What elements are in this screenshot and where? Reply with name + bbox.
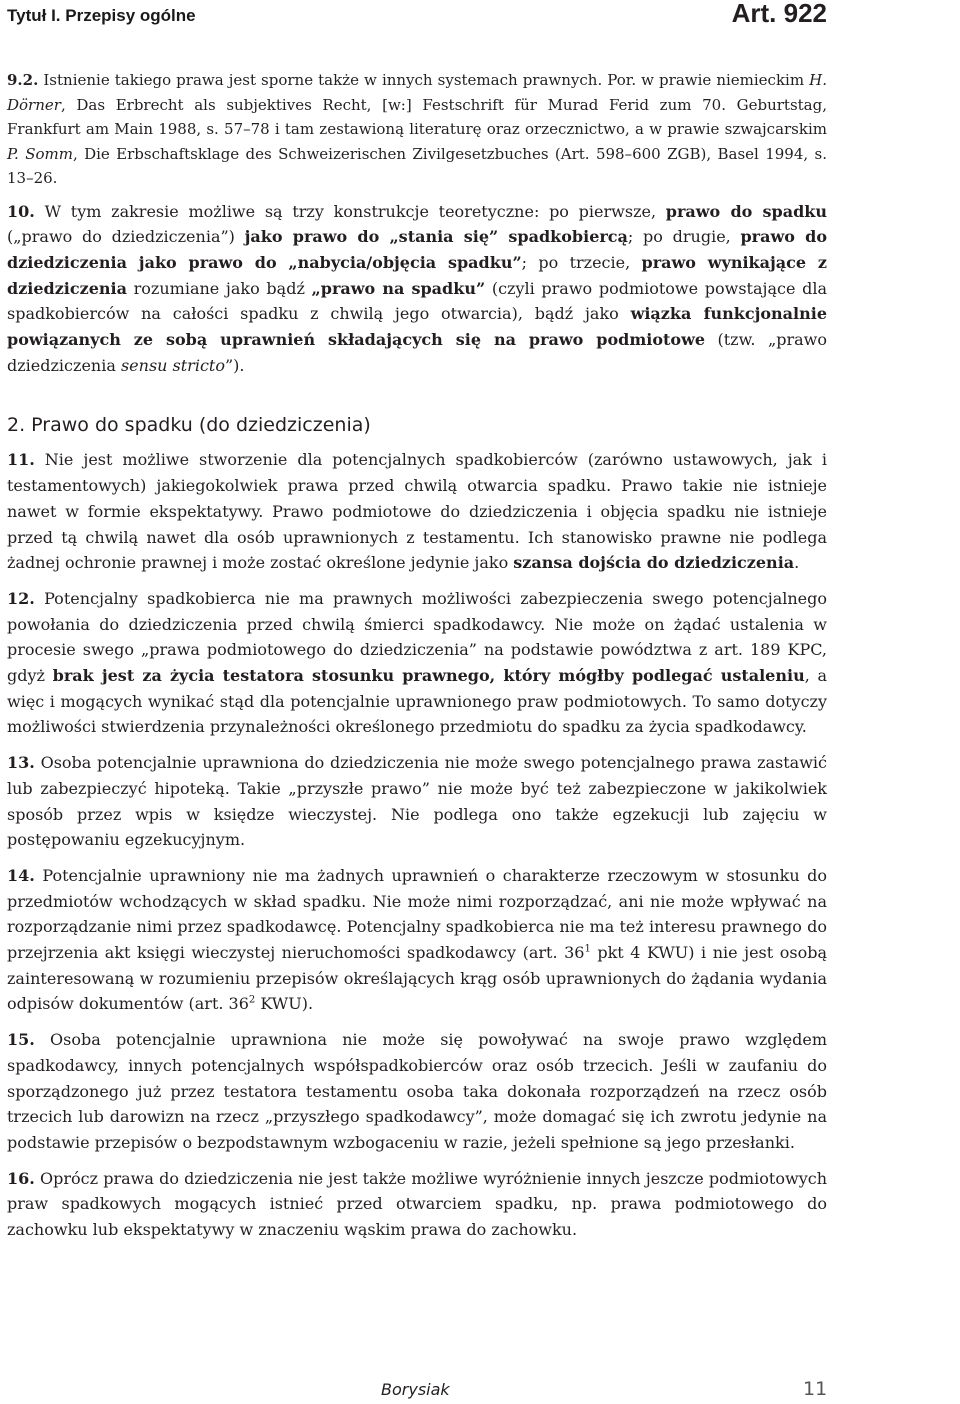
paragraph-text: (czyli prawo podmiotowe powstające dla spadkobierców na całości spadku z chwilą jego otwarcia), bądź jako [7,278,827,324]
paragraph-number: 10. [7,201,35,221]
page-number: 11 [803,1378,828,1400]
paragraph-text: („prawo do dziedziczenia”) [7,227,245,247]
paragraph-11 [7,447,827,576]
section-heading: 2. Prawo do spadku (do dziedziczenia) [7,414,371,437]
footer-author: Borysiak [381,1380,450,1399]
paragraph-text: , a więc i mogących wynikać stąd dla potencjalnie uprawnionego praw podmiotowych. To samo dotyczy możliwości stwierdzenia przynależności określonego przedmiotu do spadku za życia spadkodawcy. [7,666,828,737]
paragraph-number: 15. [7,1030,35,1050]
paragraph-12 [7,586,827,740]
bold-term: prawo do spadku [665,201,828,221]
paragraph-text: ; po drugie, [627,227,741,247]
paragraph-text: Osoba potencjalnie uprawniona do dziedziczenia nie może swego potencjalnego prawa zastawić lub zabezpieczyć hipoteką. Takie „przyszłe prawo” nie może być też zabezpieczone w jakikolwiek sposób przez wpis w księdze wieczystej. Nie podlega ono także egzekucji lub zajęciu w postępowaniu egzekucyjnym. [7,753,827,850]
paragraph-10 [7,199,827,379]
paragraph-text: ; po trzecie, [521,252,642,272]
paragraph-text: rozumiane jako bądź [126,278,312,298]
paragraph-text: Oprócz prawa do dziedziczenia nie jest także możliwe wyróżnienie innych jeszcze podmiotowych praw spadkowych mogących istnieć przed otwarciem spadku, np. prawa podmiotowego do zachowku lub ekspektatywy w znaczeniu wąskim prawa do zachowku. [7,1168,827,1240]
paragraph-16 [7,1166,827,1243]
paragraph-text: , Das Erbrecht als subjektives Recht, [w:] Festschrift für Murad Ferid zum 70. Geburtstag, Frankfurt am Main 1988, s. 57–78 i tam zestawioną literaturę oraz orzecznictwo, a w prawie szwajcarskim [7,95,827,138]
paragraph-text: (tzw. „prawo dziedziczenia [7,330,827,375]
article-number: Art. 922 [731,0,827,28]
bold-term: jako prawo do „stania się” spadkobiercą [244,227,628,247]
paragraph-number: 9.2. [7,71,39,89]
page-footer [0,1378,960,1402]
superscript: 1 [584,943,591,955]
author-name: P. Somm [7,144,73,163]
paragraph-text: Osoba potencjalnie uprawniona nie może się powoływać na swoje prawo względem spadkodawcy, innych potencjalnych współspadkobierców oraz osób trzecich. Jeśli w zaufaniu do sporządzonego już przez testatora testamentu osoba taka dokonała rozporządzeń na rzecz osób trzecich lub darowizn na rzecz „przyszłego spadkodawcy”, może domagać się ich zwrotu jedynie na podstawie przepisów o bezpodstawnym wzbogaceniu w razie, jeżeli spełnione są jego przesłanki. [7,1030,827,1152]
paragraph-text: Istnienie takiego prawa jest sporne także w innych systemach prawnych. Por. w prawie niemieckim [38,71,810,89]
document-body [7,68,827,1253]
bold-term: wiązka funkcjonalnie powiązanych ze sobą uprawnień składających się na prawo podmiotowe [7,304,828,350]
paragraph-text: ”). [224,355,245,375]
bold-term: „prawo na spadku” [311,278,486,298]
bold-term: szansa dojścia do dziedziczenia [513,553,795,573]
paragraph-14 [7,863,827,1017]
paragraph-text: pkt 4 KWU) i nie jest osobą zainteresowaną w rozumieniu przepisów określających krąg osób uprawnionych do żądania wydania odpisów dokumentów (art. 36 [7,943,827,1014]
paragraph-text: . [794,553,800,573]
bold-term: brak jest za życia testatora stosunku prawnego, który mógłby podlegać ustaleniu [52,666,805,686]
italic-term: sensu stricto [120,355,225,375]
paragraph-number: 14. [7,865,35,885]
paragraph-text: Potencjalny spadkobierca nie ma prawnych możliwości zabezpieczenia swego potencjalnego powołania do dziedziczenia przed chwilą śmierci spadkodawcy. Nie może on żądać ustalenia w procesie swego „prawa podmiotowego do dziedziczenia” na podstawie powództwa z art. 189 KPC, gdyż [7,588,827,686]
paragraph-text: Nie jest możliwe stworzenie dla potencjalnych spadkobierców (zarówno ustawowych, jak i testamentowych) jakiegokolwiek prawa przed chwilą otwarcia spadku. Prawo takie nie istnieje nawet w formie ekspektatywy. Prawo podmiotowe do dziedziczenia i objęcia spadku nie istnieje przed tą chwilą nawet dla osób uprawnionych z testamentu. Ich stanowisko prawne nie podlega żadnej ochronie prawnej i może zostać określone jedynie jako [7,450,827,573]
paragraph-9-2 [7,68,827,191]
paragraph-text: , Die Erbschaftsklage des Schweizerischen Zivilgesetzbuches (Art. 598–600 ZGB), Basel 1994, s. 13–26. [7,144,827,187]
bold-term: prawo do dziedziczenia jako prawo do „nabycia/objęcia spadku” [7,227,827,272]
bold-term: prawo wynikające z dziedziczenia [7,252,827,298]
paragraph-number: 16. [7,1168,35,1188]
paragraph-text: Potencjalnie uprawniony nie ma żadnych uprawnień o charakterze rzeczowym w stosunku do przedmiotów wchodzących w skład spadku. Nie może nimi rozporządzać, ani nie może wpływać na rozporządzanie nimi przez spadkodawcę. Potencjalny spadkobierca nie ma też interesu prawnego do przejrzenia akt księgi wieczystej nieruchomości spadkodawcy (art. 36 [7,865,827,963]
running-title: Tytuł I. Przepisy ogólne [7,6,196,25]
paragraph-text: W tym zakresie możliwe są trzy konstrukcje teoretyczne: po pierwsze, [34,201,666,221]
paragraph-number: 11. [7,450,35,470]
paragraph-number: 13. [7,753,35,773]
paragraph-text: KWU). [255,994,314,1014]
paragraph-15 [7,1027,827,1156]
superscript: 2 [248,995,256,1007]
author-name: H. Dörner [7,71,827,114]
paragraph-number: 12. [7,588,35,608]
paragraph-13 [7,750,827,853]
page-header [7,0,827,32]
